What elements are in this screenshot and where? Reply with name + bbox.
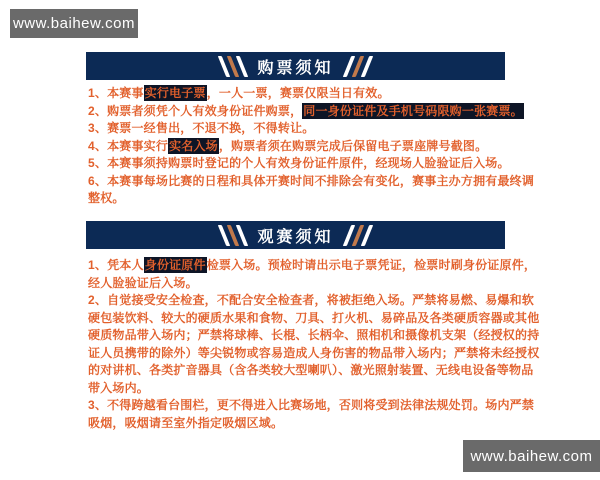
- notice-line: [88, 103, 523, 121]
- highlighted-text: 同一身份证件及手机号码限购一张赛票。: [303, 103, 523, 118]
- slash-decoration-right-icon: [347, 225, 369, 246]
- notice-line: [88, 120, 518, 138]
- watermark-text: www.baihew.com: [470, 447, 593, 465]
- slash-decoration-left-icon: [222, 56, 244, 77]
- section-header-purchase: [86, 52, 505, 80]
- notice-text: 的对讲机、各类扩音器具（含各类较大型喇叭）、激光照射装置、无线电设备等物品: [88, 363, 534, 377]
- notice-line: [88, 275, 518, 293]
- notice-line: [88, 257, 537, 275]
- notice-text: 带入场内。: [88, 380, 150, 395]
- notice-line: [88, 155, 518, 173]
- highlighted-text: 身份证原件: [144, 258, 206, 272]
- notice-line: [88, 415, 518, 433]
- notice-text: 硬包装饮料、较大的硬质水果和食物、刀具、打火机、易碎品及各类硬质容器或其他: [88, 310, 540, 325]
- notice-line: [88, 190, 518, 208]
- watermark-text: www.baihew.com: [12, 15, 136, 32]
- highlighted-text: 实行电子票: [144, 86, 206, 100]
- notice-text: 4、本赛事实行: [88, 138, 169, 153]
- notice-text: 3、赛票一经售出，不退不换，不得转让。: [88, 121, 315, 135]
- notice-line: [88, 397, 535, 415]
- notice-text: 整权。: [88, 191, 125, 205]
- notice-text: 3、不得跨越看台围栏，更不得进入比赛场地，否则将受到法律法规处罚。场内严禁: [88, 398, 535, 412]
- purchase-notice-list: [88, 85, 535, 208]
- notice-text: 吸烟，吸烟请至室外指定吸烟区域。: [88, 415, 284, 430]
- section-header-viewing: [86, 221, 505, 249]
- notice-line: [88, 85, 518, 103]
- notice-line: [88, 310, 540, 328]
- slash-decoration-right-icon: [347, 56, 369, 77]
- notice-text: ，一人一票，赛票仅限当日有效。: [206, 86, 390, 100]
- notice-text: 硬质物品带入场内；严禁将球棒、长棍、长柄伞、照相机和摄像机支架（经授权的持: [88, 328, 540, 342]
- notice-text: 证人员携带的除外）等尖锐物或容易造成人身伤害的物品带入场内；严禁将未经授权: [88, 345, 540, 360]
- notice-line: [88, 173, 535, 191]
- notice-line: [88, 362, 534, 380]
- viewing-notice-list: [88, 257, 540, 432]
- notice-text: 6、本赛事每场比赛的日程和具体开赛时间不排除会有变化，赛事主办方拥有最终调: [88, 173, 535, 188]
- notice-line: [88, 292, 535, 310]
- watermark-top-left: [10, 9, 138, 38]
- notice-text: 经人脸验证后入场。: [88, 275, 198, 290]
- watermark-bottom-right: [463, 440, 600, 472]
- notice-line: [88, 380, 518, 398]
- section-title-viewing: 观赛须知: [257, 228, 334, 246]
- notice-text: ，购票者须在购票完成后保留电子票座牌号截图。: [218, 138, 488, 153]
- notice-text: 5、本赛事须持购票时登记的个人有效身份证件原件，经现场人脸验证后入场。: [88, 156, 510, 170]
- notice-text: 2、购票者须凭个人有效身份证件购票，: [88, 103, 303, 118]
- notice-line: [88, 138, 518, 156]
- slash-decoration-left-icon: [222, 225, 244, 246]
- notice-line: [88, 345, 540, 363]
- notice-text: 检票入场。预检时请出示电子票凭证，检票时刷身份证原件，: [206, 258, 537, 272]
- highlighted-text: 实名入场: [169, 138, 218, 153]
- notice-text: 1、本赛事: [88, 86, 144, 100]
- notice-text: 1、凭本人: [88, 258, 144, 272]
- section-title-purchase: 购票须知: [257, 59, 334, 77]
- notice-line: [88, 327, 540, 345]
- notice-text: 2、自觉接受安全检查，不配合安全检查者，将被拒绝入场。严禁将易燃、易爆和软: [88, 293, 535, 307]
